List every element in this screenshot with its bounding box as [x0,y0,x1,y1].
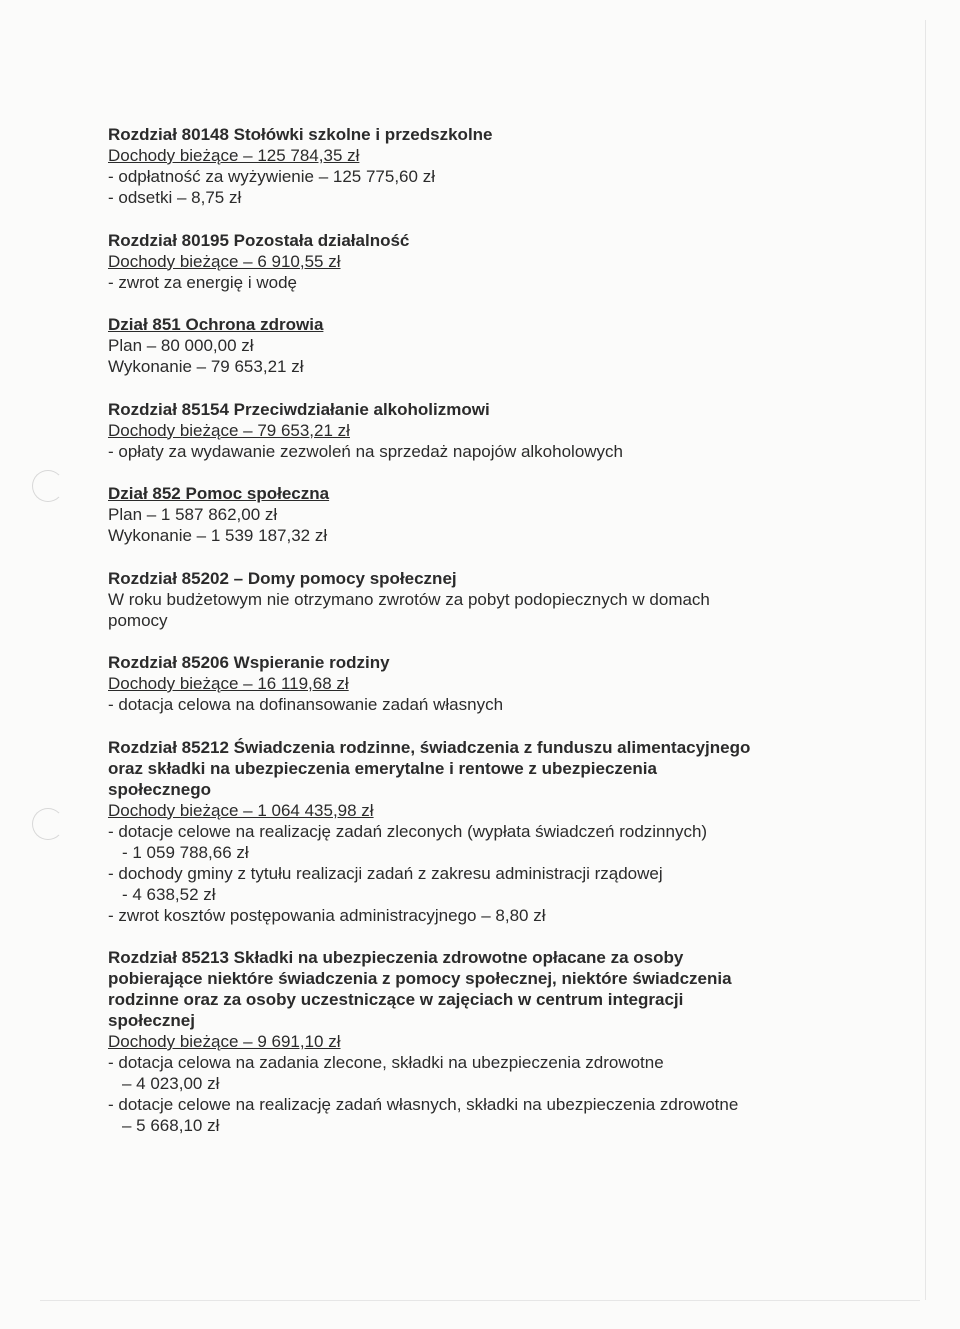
execution-line: Wykonanie – 79 653,21 zł [108,357,304,376]
paragraph-line: pomocy [108,610,168,630]
section-heading: Rozdział 85202 – Domy pomocy społecznej [108,568,457,588]
list-item: - dochody gminy z tytułu realizacji zadań z zakresu administracji rządowej [108,863,663,883]
list-item: - zwrot kosztów postępowania administracyjnego – 8,80 zł [108,905,546,925]
section-heading: Rozdział 85206 Wspieranie rodziny [108,653,390,672]
punch-hole-mark [32,808,64,840]
income-line: Dochody bieżące – 79 653,21 zł [108,420,350,440]
section-heading: Rozdział 85154 Przeciwdziałanie alkoholizmowi [108,399,490,419]
list-item: - odsetki – 8,75 zł [108,188,242,207]
list-item-amount: - 4 638,52 zł [122,884,216,904]
section-heading: Rozdział 85213 Składki na ubezpieczenia zdrowotne opłacane za osoby [108,948,684,967]
division-heading: Dział 852 Pomoc społeczna [108,484,330,503]
section-heading: społecznej [108,1011,195,1030]
plan-line: Plan – 1 587 862,00 zł [108,505,278,524]
division-heading: Dział 851 Ochrona zdrowia [108,315,324,334]
income-line: Dochody bieżące – 125 784,35 zł [108,146,360,165]
punch-hole-mark [32,470,64,502]
list-item: - zwrot za energię i wodę [108,272,297,292]
section-heading: oraz składki na ubezpieczenia emerytalne i rentowe z ubezpieczenia [108,758,657,778]
list-item: - dotacje celowe na realizację zadań własnych, składki na ubezpieczenia zdrowotne [108,1095,739,1114]
section-heading: społecznego [108,779,211,799]
section-heading: rodzinne oraz za osoby uczestniczące w zajęciach w centrum integracji [108,990,684,1009]
list-item: - odpłatność za wyżywienie – 125 775,60 zł [108,167,435,186]
plan-line: Plan – 80 000,00 zł [108,336,254,355]
section-heading: Rozdział 80148 Stołówki szkolne i przedszkolne [108,125,493,144]
document-body [108,124,868,1136]
list-item-amount: – 4 023,00 zł [122,1074,220,1093]
list-item-amount: - 1 059 788,66 zł [122,842,249,862]
income-line: Dochody bieżące – 1 064 435,98 zł [108,800,374,820]
paragraph-line: W roku budżetowym nie otrzymano zwrotów za pobyt podopiecznych w domach [108,589,710,609]
execution-line: Wykonanie – 1 539 187,32 zł [108,526,328,545]
list-item-amount: – 5 668,10 zł [122,1116,220,1135]
section-heading: Rozdział 80195 Pozostała działalność [108,230,410,250]
list-item: - dotacja celowa na zadania zlecone, składki na ubezpieczenia zdrowotne [108,1053,664,1072]
income-line: Dochody bieżące – 6 910,55 zł [108,251,341,271]
income-line: Dochody bieżące – 9 691,10 zł [108,1032,341,1051]
list-item: - dotacja celowa na dofinansowanie zadań własnych [108,695,504,714]
scan-edge-line [40,1300,920,1301]
list-item: - dotacje celowe na realizację zadań zleconych (wypłata świadczeń rodzinnych) [108,821,708,841]
scan-edge-line [925,20,926,1300]
income-line: Dochody bieżące – 16 119,68 zł [108,674,349,693]
section-heading: Rozdział 85212 Świadczenia rodzinne, świadczenia z funduszu alimentacyjnego [108,737,751,757]
list-item: - opłaty za wydawanie zezwoleń na sprzedaż napojów alkoholowych [108,441,624,461]
section-heading: pobierające niektóre świadczenia z pomocy społecznej, niektóre świadczenia [108,969,732,988]
